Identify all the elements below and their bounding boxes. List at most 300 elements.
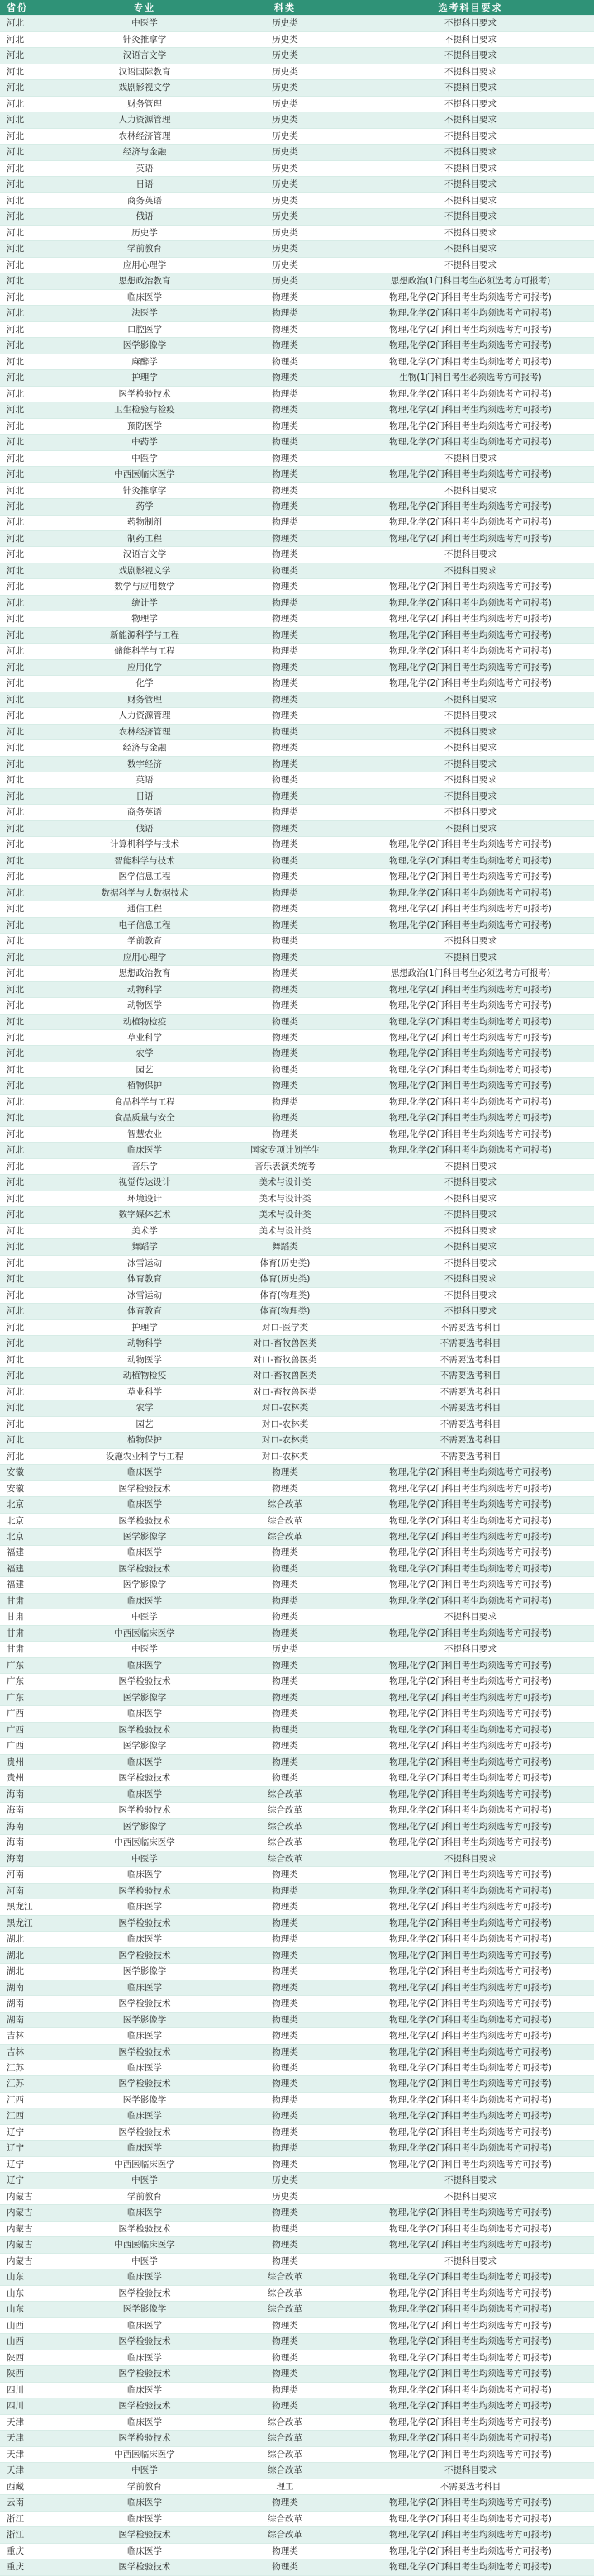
cell-subject-requirement: 物理,化学(2门科目考生均须选考方可报考) (389, 2094, 552, 2105)
table-row (0, 1948, 594, 1964)
cell-major: 数据科学与大数据技术 (101, 887, 188, 898)
cell-province: 河北 (7, 533, 24, 544)
cell-major: 化学 (135, 678, 154, 689)
cell-province: 河北 (7, 1177, 24, 1188)
cell-province: 河北 (7, 405, 24, 416)
cell-subject-requirement: 不提科目要求 (444, 1242, 497, 1252)
cell-subject-requirement: 不提科目要求 (444, 485, 497, 496)
cell-category: 物理类 (272, 308, 298, 319)
cell-major: 针灸推拿学 (122, 485, 167, 496)
cell-province: 河北 (7, 356, 24, 367)
cell-category: 历史类 (272, 1644, 298, 1655)
cell-subject-requirement: 物理,化学(2门科目考生均须选考方可报考) (389, 920, 552, 930)
cell-subject-requirement: 不需要选考科目 (440, 1419, 501, 1429)
table-row (0, 2237, 594, 2253)
table-row (0, 692, 594, 708)
cell-subject-requirement: 物理,化学(2门科目考生均须选考方可报考) (389, 1113, 552, 1124)
cell-subject-requirement: 物理,化学(2门科目考生均须选考方可报考) (389, 1032, 552, 1043)
cell-subject-requirement: 物理,化学(2门科目考生均须选考方可报考) (389, 2530, 552, 2540)
cell-major: 经济与金融 (122, 743, 167, 753)
cell-province: 河北 (7, 920, 24, 930)
cell-province: 河北 (7, 115, 24, 126)
cell-category: 美术与设计类 (259, 1177, 311, 1188)
table-row (0, 161, 594, 177)
cell-province: 河北 (7, 678, 24, 689)
cell-major: 临床医学 (127, 1934, 162, 1945)
cell-subject-requirement: 物理,化学(2门科目考生均须选考方可报考) (389, 308, 552, 319)
table-row (0, 273, 594, 289)
table-row (0, 1674, 594, 1690)
cell-category: 物理类 (272, 2223, 298, 2234)
cell-province: 河北 (7, 1338, 24, 1349)
table-row (0, 998, 594, 1014)
cell-category: 物理类 (272, 356, 298, 367)
cell-category: 综合改革 (268, 2433, 302, 2444)
table-row (0, 1738, 594, 1754)
cell-major: 美术学 (131, 1225, 158, 1236)
table-row (0, 1224, 594, 1239)
cell-category: 物理类 (272, 936, 298, 947)
table-row (0, 1175, 594, 1191)
cell-province: 河北 (7, 517, 24, 528)
cell-province: 湖北 (7, 1950, 24, 1961)
table-row (0, 1770, 594, 1786)
cell-subject-requirement: 物理,化学(2门科目考生均须选考方可报考) (389, 1692, 552, 1703)
cell-major: 中西医临床医学 (114, 1837, 175, 1848)
cell-province: 河北 (7, 1225, 24, 1236)
cell-category: 历史类 (272, 276, 298, 287)
cell-subject-requirement: 物理,化学(2门科目考生均须选考方可报考) (389, 662, 552, 673)
cell-category: 物理类 (272, 1870, 298, 1880)
cell-subject-requirement: 物理,化学(2门科目考生均须选考方可报考) (389, 1999, 552, 2009)
cell-subject-requirement: 物理,化学(2门科目考生均须选考方可报考) (389, 1016, 552, 1027)
cell-province: 辽宁 (7, 2175, 24, 2186)
cell-category: 体育(历史类) (259, 1257, 311, 1268)
table-row (0, 499, 594, 515)
cell-major: 医学检验技术 (118, 1999, 171, 2009)
table-header (0, 0, 594, 16)
cell-category: 物理类 (272, 2143, 298, 2154)
table-row (0, 821, 594, 837)
cell-province: 河北 (7, 872, 24, 882)
cell-province: 海南 (7, 1805, 24, 1816)
cell-province: 重庆 (7, 2562, 24, 2572)
cell-major: 临床医学 (127, 1789, 162, 1799)
cell-province: 河北 (7, 662, 24, 673)
cell-category: 历史类 (272, 115, 298, 126)
cell-category: 对口-畜牧兽医类 (253, 1354, 317, 1365)
cell-major: 设施农业科学与工程 (105, 1451, 184, 1461)
cell-major: 医学检验技术 (118, 1724, 171, 1735)
cell-major: 应用心理学 (122, 259, 167, 270)
table-row (0, 725, 594, 740)
cell-category: 物理类 (272, 373, 298, 383)
cell-category: 综合改革 (268, 1532, 302, 1542)
cell-category: 历史类 (272, 2175, 298, 2186)
cell-subject-requirement: 物理,化学(2门科目考生均须选考方可报考) (389, 582, 552, 592)
cell-category: 物理类 (272, 437, 298, 448)
cell-major: 财务管理 (127, 694, 162, 705)
cell-subject-requirement: 不提科目要求 (444, 1257, 497, 1268)
cell-category: 物理类 (272, 405, 298, 416)
table-row (0, 258, 594, 273)
cell-category: 物理类 (272, 485, 298, 496)
cell-subject-requirement: 不提科目要求 (444, 1210, 497, 1220)
cell-major: 草业科学 (127, 1032, 162, 1043)
cell-province: 贵州 (7, 1773, 24, 1784)
cell-category: 历史类 (272, 211, 298, 222)
cell-major: 医学检验技术 (118, 2127, 171, 2137)
cell-major: 中医学 (131, 18, 158, 29)
cell-subject-requirement: 物理,化学(2门科目考生均须选考方可报考) (389, 2352, 552, 2363)
cell-major: 医学检验技术 (118, 1773, 171, 1784)
cell-major: 应用心理学 (122, 952, 167, 962)
cell-subject-requirement: 物理,化学(2门科目考生均须选考方可报考) (389, 2401, 552, 2412)
cell-category: 历史类 (272, 131, 298, 141)
table-row (0, 2222, 594, 2237)
cell-major: 护理学 (131, 373, 158, 383)
table-row (0, 966, 594, 981)
cell-major: 动物科学 (127, 984, 162, 995)
cell-category: 物理类 (272, 2369, 298, 2379)
cell-subject-requirement: 不需要选考科目 (440, 1322, 501, 1333)
cell-subject-requirement: 物理,化学(2门科目考生均须选考方可报考) (389, 292, 552, 302)
cell-province: 河北 (7, 1145, 24, 1156)
table-row (0, 2076, 594, 2092)
cell-province: 河北 (7, 1193, 24, 1204)
cell-province: 浙江 (7, 2530, 24, 2540)
table-row (0, 32, 594, 48)
cell-major: 临床医学 (127, 2352, 162, 2363)
cell-province: 陕西 (7, 2369, 24, 2379)
cell-subject-requirement: 物理,化学(2门科目考生均须选考方可报考) (389, 678, 552, 689)
cell-major: 医学影像学 (122, 2094, 167, 2105)
cell-province: 山东 (7, 2288, 24, 2298)
cell-major: 临床医学 (127, 2031, 162, 2041)
cell-subject-requirement: 物理,化学(2门科目考生均须选考方可报考) (389, 437, 552, 448)
cell-province: 河北 (7, 1306, 24, 1317)
cell-subject-requirement: 不提科目要求 (444, 1306, 497, 1317)
cell-category: 物理类 (272, 775, 298, 786)
cell-category: 历史类 (272, 179, 298, 190)
cell-province: 海南 (7, 1853, 24, 1864)
table-row (0, 1884, 594, 1899)
cell-subject-requirement: 物理,化学(2门科目考生均须选考方可报考) (389, 2336, 552, 2347)
table-row (0, 2093, 594, 2108)
cell-category: 综合改革 (268, 2272, 302, 2283)
cell-subject-requirement: 物理,化学(2门科目考生均须选考方可报考) (389, 630, 552, 640)
cell-subject-requirement: 物理,化学(2门科目考生均须选考方可报考) (389, 1789, 552, 1799)
table-row (0, 1577, 594, 1593)
table-row (0, 2254, 594, 2269)
cell-category: 综合改革 (268, 2417, 302, 2427)
cell-subject-requirement: 物理,化学(2门科目考生均须选考方可报考) (389, 1870, 552, 1880)
cell-subject-requirement: 不提科目要求 (444, 244, 497, 254)
cell-major: 数字媒体艺术 (118, 1210, 171, 1220)
table-row (0, 2559, 594, 2575)
cell-category: 物理类 (272, 388, 298, 399)
cell-major: 财务管理 (127, 98, 162, 109)
cell-province: 河北 (7, 887, 24, 898)
table-row (0, 1867, 594, 1883)
cell-major: 日语 (135, 791, 154, 801)
cell-province: 河北 (7, 501, 24, 511)
cell-subject-requirement: 物理,化学(2门科目考生均须选考方可报考) (389, 1676, 552, 1687)
cell-category: 美术与设计类 (259, 1210, 311, 1220)
cell-province: 河北 (7, 743, 24, 753)
cell-province: 河北 (7, 1064, 24, 1075)
cell-category: 物理类 (272, 1950, 298, 1961)
table-row (0, 1787, 594, 1803)
table-row (0, 226, 594, 241)
cell-subject-requirement: 物理,化学(2门科目考生均须选考方可报考) (389, 1821, 552, 1832)
table-row (0, 97, 594, 112)
cell-province: 广东 (7, 1692, 24, 1703)
cell-subject-requirement: 物理,化学(2门科目考生均须选考方可报考) (389, 2288, 552, 2298)
cell-province: 天津 (7, 2465, 24, 2476)
cell-subject-requirement: 物理,化学(2门科目考生均须选考方可报考) (389, 839, 552, 850)
cell-major: 中医学 (131, 1853, 158, 1864)
cell-category: 物理类 (272, 533, 298, 544)
table-row (0, 1723, 594, 1738)
cell-subject-requirement: 物理,化学(2门科目考生均须选考方可报考) (389, 2014, 552, 2025)
cell-category: 物理类 (272, 1692, 298, 1703)
cell-province: 河北 (7, 98, 24, 109)
cell-category: 物理类 (272, 2562, 298, 2572)
cell-category: 对口-医学类 (261, 1322, 309, 1333)
cell-category: 综合改革 (268, 2465, 302, 2476)
cell-category: 综合改革 (268, 2449, 302, 2460)
cell-province: 广西 (7, 1741, 24, 1751)
cell-category: 物理类 (272, 2079, 298, 2089)
table-row (0, 1159, 594, 1175)
cell-category: 物理类 (272, 2320, 298, 2331)
cell-category: 历史类 (272, 50, 298, 61)
cell-province: 内蒙古 (7, 2255, 33, 2266)
cell-subject-requirement: 物理,化学(2门科目考生均须选考方可报考) (389, 2046, 552, 2057)
cell-province: 江苏 (7, 2062, 24, 2073)
cell-subject-requirement: 不提科目要求 (444, 1612, 497, 1623)
cell-major: 中西医临床医学 (114, 469, 175, 480)
cell-subject-requirement: 物理,化学(2门科目考生均须选考方可报考) (389, 614, 552, 625)
cell-major: 商务英语 (127, 807, 162, 818)
cell-province: 吉林 (7, 2031, 24, 2041)
cell-subject-requirement: 物理,化学(2门科目考生均须选考方可报考) (389, 1048, 552, 1059)
cell-category: 物理类 (272, 2094, 298, 2105)
table-row (0, 1288, 594, 1304)
cell-category: 物理类 (272, 2255, 298, 2266)
table-row (0, 1417, 594, 1433)
cell-subject-requirement: 物理,化学(2门科目考生均须选考方可报考) (389, 1064, 552, 1075)
cell-province: 河北 (7, 565, 24, 576)
cell-province: 河北 (7, 1419, 24, 1429)
cell-category: 物理类 (272, 1113, 298, 1124)
cell-subject-requirement: 物理,化学(2门科目考生均须选考方可报考) (389, 597, 552, 608)
cell-category: 综合改革 (268, 2288, 302, 2298)
cell-province: 广东 (7, 1660, 24, 1671)
cell-category: 物理类 (272, 662, 298, 673)
cell-province: 贵州 (7, 1756, 24, 1767)
table-row (0, 676, 594, 692)
cell-province: 辽宁 (7, 2159, 24, 2170)
cell-province: 海南 (7, 1837, 24, 1848)
cell-category: 物理类 (272, 1612, 298, 1623)
cell-major: 医学影像学 (122, 1532, 167, 1542)
cell-subject-requirement: 物理,化学(2门科目考生均须选考方可报考) (389, 1837, 552, 1848)
cell-major: 戏剧影视文学 (118, 565, 171, 576)
cell-province: 内蒙古 (7, 2223, 33, 2234)
cell-subject-requirement: 物理,化学(2门科目考生均须选考方可报考) (389, 2079, 552, 2089)
cell-subject-requirement: 物理,化学(2门科目考生均须选考方可报考) (389, 1467, 552, 1478)
cell-major: 中医学 (131, 453, 158, 463)
cell-province: 河北 (7, 1274, 24, 1285)
cell-category: 物理类 (272, 791, 298, 801)
cell-province: 河北 (7, 582, 24, 592)
cell-province: 黑龙江 (7, 1902, 33, 1913)
cell-category: 物理类 (272, 2240, 298, 2250)
cell-category: 物理类 (272, 1724, 298, 1735)
cell-major: 农林经济管理 (118, 726, 171, 737)
cell-subject-requirement: 不提科目要求 (444, 775, 497, 786)
cell-province: 河北 (7, 807, 24, 818)
table-row (0, 1706, 594, 1722)
cell-category: 物理类 (272, 292, 298, 302)
cell-category: 物理类 (272, 1064, 298, 1075)
cell-subject-requirement: 不提科目要求 (444, 259, 497, 270)
table-row (0, 2013, 594, 2028)
cell-province: 河北 (7, 936, 24, 947)
cell-category: 历史类 (272, 2191, 298, 2202)
cell-subject-requirement: 物理,化学(2门科目考生均须选考方可报考) (389, 1129, 552, 1139)
table-row (0, 950, 594, 966)
cell-major: 医学影像学 (122, 2304, 167, 2315)
table-row (0, 1658, 594, 1674)
cell-province: 河北 (7, 1000, 24, 1011)
cell-province: 河北 (7, 904, 24, 915)
cell-category: 物理类 (272, 2111, 298, 2122)
table-row (0, 2527, 594, 2543)
table-row (0, 177, 594, 192)
cell-subject-requirement: 不提科目要求 (444, 807, 497, 818)
cell-province: 河北 (7, 549, 24, 560)
cell-subject-requirement: 物理,化学(2门科目考生均须选考方可报考) (389, 2384, 552, 2395)
table-row (0, 1996, 594, 2012)
cell-category: 历史类 (272, 18, 298, 29)
cell-province: 河北 (7, 968, 24, 979)
table-row (0, 451, 594, 467)
cell-category: 物理类 (272, 1982, 298, 1993)
table-row (0, 387, 594, 402)
cell-major: 临床医学 (127, 1756, 162, 1767)
cell-major: 学前教育 (127, 244, 162, 254)
cell-province: 重庆 (7, 2545, 24, 2556)
cell-category: 美术与设计类 (259, 1225, 311, 1236)
cell-category: 物理类 (272, 1483, 298, 1494)
cell-category: 物理类 (272, 984, 298, 995)
cell-province: 河北 (7, 1257, 24, 1268)
table-row (0, 628, 594, 644)
table-row (0, 1497, 594, 1513)
table-row (0, 402, 594, 418)
cell-major: 中医学 (131, 2175, 158, 2186)
cell-province: 湖南 (7, 2014, 24, 2025)
cell-province: 河北 (7, 373, 24, 383)
table-row (0, 483, 594, 499)
cell-province: 河北 (7, 1096, 24, 1107)
cell-province: 西藏 (7, 2481, 24, 2492)
table-row (0, 1191, 594, 1207)
cell-province: 河北 (7, 1386, 24, 1397)
cell-subject-requirement: 物理,化学(2门科目考生均须选考方可报考) (389, 1885, 552, 1896)
header-subject-requirement: 选考科目要求 (438, 2, 503, 13)
table-row (0, 2350, 594, 2366)
cell-major: 医学检验技术 (118, 2530, 171, 2540)
cell-category: 物理类 (272, 421, 298, 431)
table-row (0, 1964, 594, 1980)
cell-province: 河北 (7, 50, 24, 61)
cell-subject-requirement: 物理,化学(2门科目考生均须选考方可报考) (389, 469, 552, 480)
cell-subject-requirement: 物理,化学(2门科目考生均须选考方可报考) (389, 2304, 552, 2315)
cell-major: 学前教育 (127, 2191, 162, 2202)
cell-major: 临床医学 (127, 2513, 162, 2524)
table-row (0, 2141, 594, 2156)
cell-category: 物理类 (272, 1467, 298, 1478)
cell-category: 物理类 (272, 1547, 298, 1558)
cell-major: 计算机科学与技术 (110, 839, 179, 850)
cell-major: 学前教育 (127, 936, 162, 947)
table-row (0, 354, 594, 370)
cell-province: 辽宁 (7, 2127, 24, 2137)
cell-subject-requirement: 不提科目要求 (444, 1225, 497, 1236)
cell-category: 物理类 (272, 2046, 298, 2057)
cell-category: 对口-农林类 (261, 1403, 309, 1414)
cell-subject-requirement: 不提科目要求 (444, 791, 497, 801)
cell-province: 江西 (7, 2111, 24, 2122)
cell-major: 动物医学 (127, 1354, 162, 1365)
cell-major: 数字经济 (127, 758, 162, 769)
cell-subject-requirement: 物理,化学(2门科目考生均须选考方可报考) (389, 1756, 552, 1767)
cell-subject-requirement: 不提科目要求 (444, 936, 497, 947)
cell-subject-requirement: 不提科目要求 (444, 1274, 497, 1285)
cell-category: 对口-畜牧兽医类 (253, 1371, 317, 1381)
cell-major: 动植物检疫 (122, 1016, 167, 1027)
cell-province: 安徽 (7, 1483, 24, 1494)
cell-subject-requirement: 物理,化学(2门科目考生均须选考方可报考) (389, 1532, 552, 1542)
table-row (0, 2302, 594, 2317)
cell-category: 对口-农林类 (261, 1419, 309, 1429)
cell-subject-requirement: 物理,化学(2门科目考生均须选考方可报考) (389, 2240, 552, 2250)
table-row (0, 48, 594, 64)
cell-subject-requirement: 不提科目要求 (444, 952, 497, 962)
cell-major: 医学检验技术 (118, 2336, 171, 2347)
cell-province: 河北 (7, 147, 24, 158)
cell-province: 内蒙古 (7, 2208, 33, 2218)
cell-major: 电子信息工程 (118, 920, 171, 930)
cell-category: 历史类 (272, 259, 298, 270)
cell-subject-requirement: 不需要选考科目 (440, 1371, 501, 1381)
cell-major: 临床医学 (127, 2417, 162, 2427)
table-row (0, 1980, 594, 1996)
cell-major: 医学检验技术 (118, 2369, 171, 2379)
cell-major: 中西医临床医学 (114, 1628, 175, 1638)
cell-subject-requirement: 物理,化学(2门科目考生均须选考方可报考) (389, 2433, 552, 2444)
cell-major: 草业科学 (127, 1386, 162, 1397)
cell-subject-requirement: 不提科目要求 (444, 1177, 497, 1188)
table-row (0, 1336, 594, 1352)
cell-province: 河北 (7, 83, 24, 93)
cell-subject-requirement: 物理,化学(2门科目考生均须选考方可报考) (389, 324, 552, 335)
cell-category: 体育(物理类) (259, 1306, 311, 1317)
